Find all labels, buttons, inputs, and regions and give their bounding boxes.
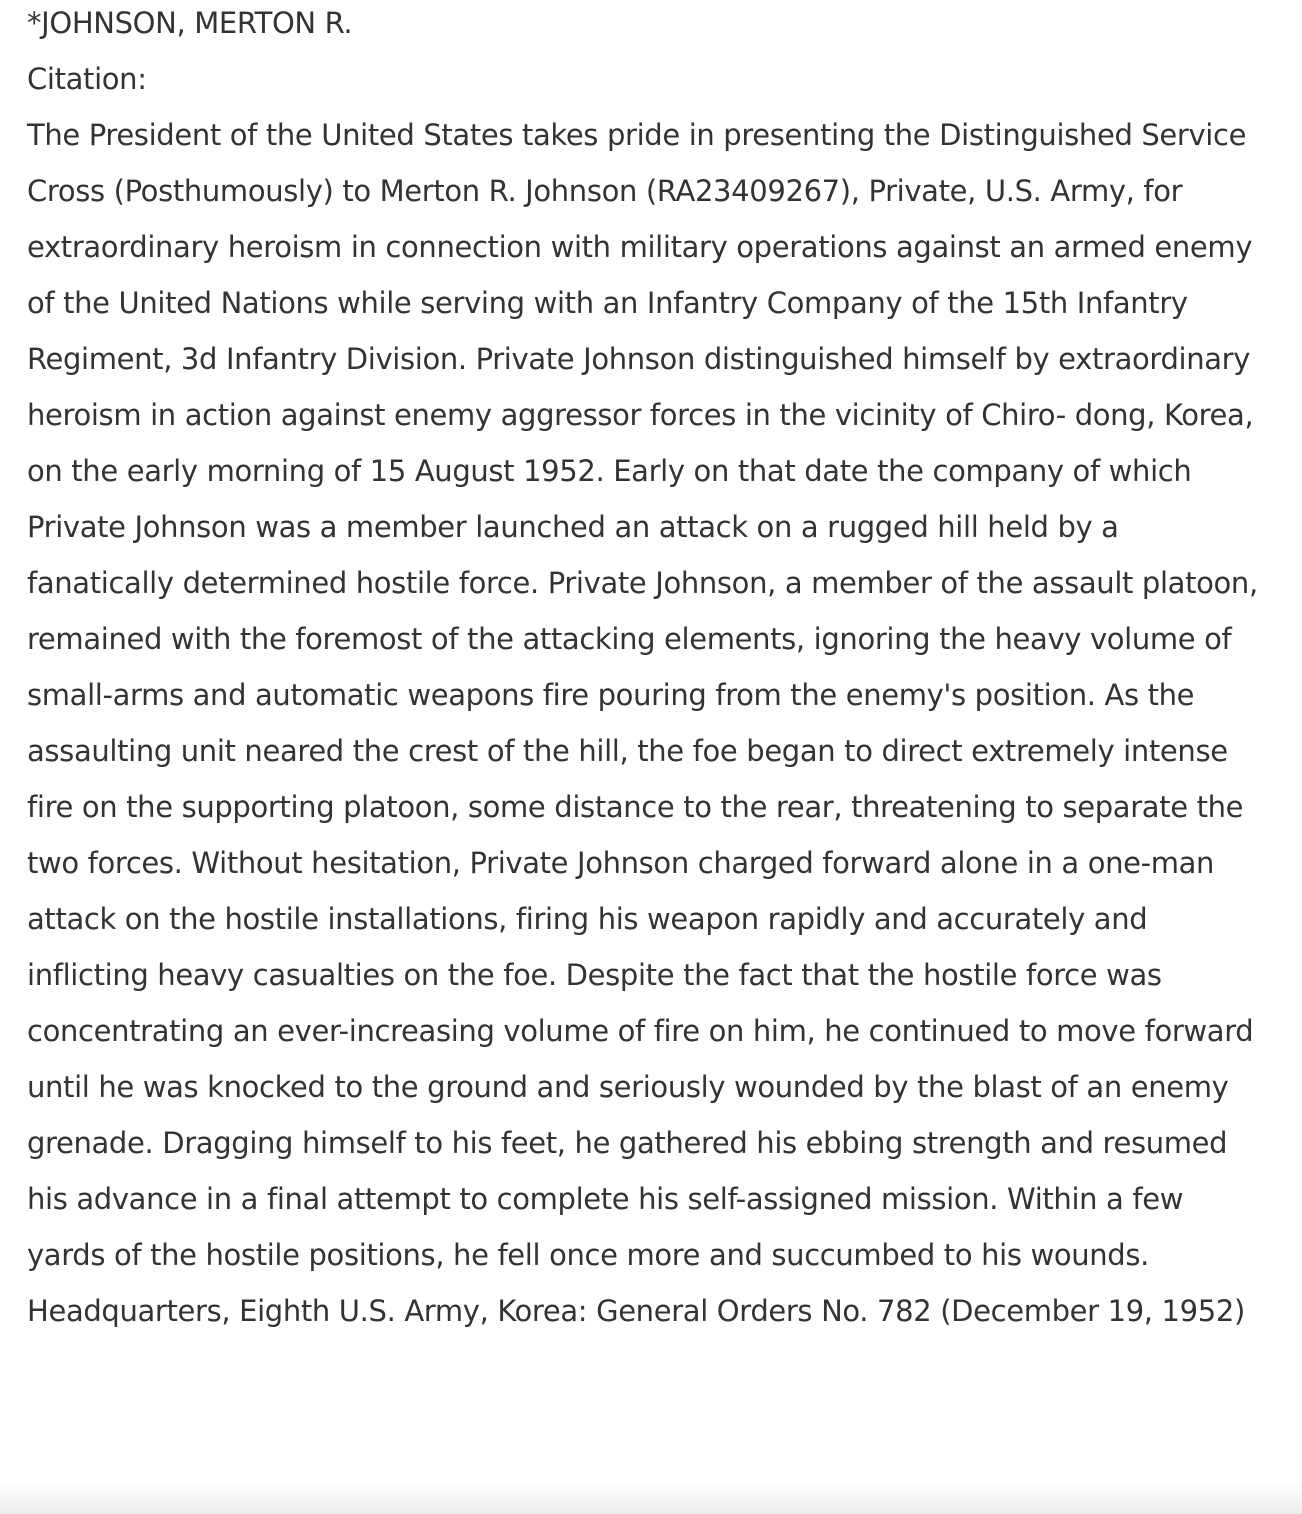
citation-document xyxy=(27,0,1267,1339)
citation-label: Citation: xyxy=(27,62,147,96)
general-orders: Headquarters, Eighth U.S. Army, Korea: General Orders No. 782 (December 19, 1952) xyxy=(27,1294,1245,1328)
bottom-fade xyxy=(0,1484,1302,1514)
citation-text: The President of the United States takes pride in presenting the Distinguished Service Cross (Posthumously) to Merton R. Johnson (RA23409267), Private, U.S. Army, for extraordinary heroism in connection with military operations against an armed enemy of the United Nations while serving with an Infantry Company of the 15th Infantry Regiment, 3d Infantry Division. Private Johnson distinguished himself by extraordinary heroism in action against enemy aggressor forces in the vicinity of Chiro- dong, Korea, on the early morning of 15 August 1952. Early on that date the company of which Private Johnson was a member launched an attack on a rugged hill held by a fanatically determined hostile force. Private Johnson, a member of the assault platoon, remained with the foremost of the attacking elements, ignoring the heavy volume of small-arms and automatic weapons fire pouring from the enemy's position. As the assaulting unit neared the crest of the hill, the foe began to direct extremely intense fire on the supporting platoon, some distance to the rear, threatening to separate the two forces. Without hesitation, Private Johnson charged forward alone in a one-man attack on the hostile installations, firing his weapon rapidly and accurately and inflicting heavy casualties on the foe. Despite the fact that the hostile force was concentrating an ever-increasing volume of fire on him, he continued to move forward until he was knocked to the ground and seriously wounded by the blast of an enemy grenade. Dragging himself to his feet, he gathered his ebbing strength and resumed his advance in a final attempt to complete his self-assigned mission. Within a few yards of the hostile positions, he fell once more and succumbed to his wounds. xyxy=(27,118,1258,1272)
recipient-name: *JOHNSON, MERTON R. xyxy=(27,6,353,40)
